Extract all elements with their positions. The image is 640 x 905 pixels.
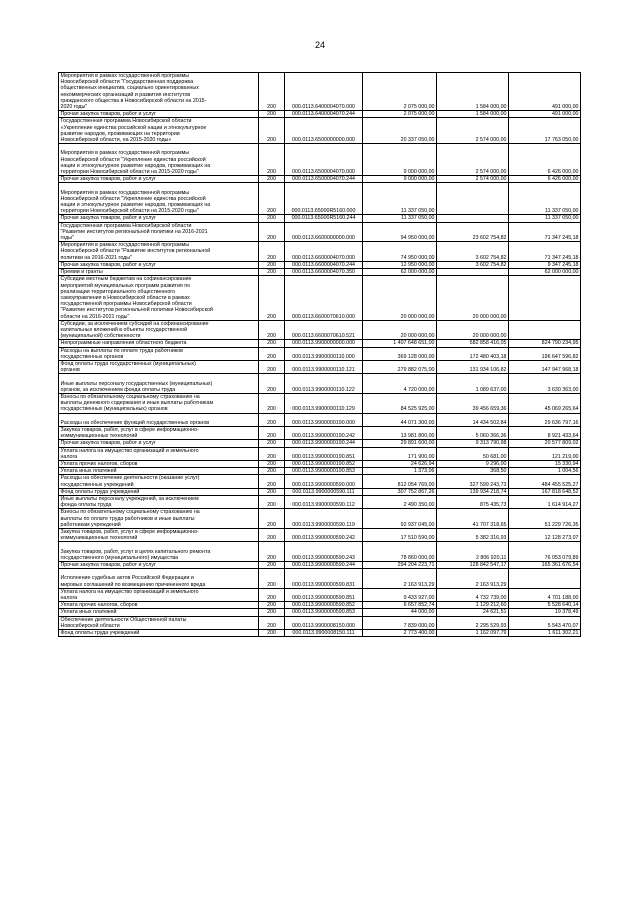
cell-line-code: 200 [259,374,285,394]
cell-unexecuted: 824 790 234,95 [509,340,581,347]
cell-name: Мероприятия в рамках государственной программы Новосибирской области "Государственная поддержка общественных инициатив, социально ориентированных некоммерческих организаций и развития институтов гражданского общества в Новосибирской области на 2015- 2020 годы" [59,73,259,111]
cell-line-code: 200 [259,242,285,262]
table-row [59,347,581,360]
cell-approved: 2 075 000,00 [363,111,437,118]
cell-unexecuted: 20 577 809,02 [509,440,581,447]
cell-unexecuted: 76 053 079,89 [509,542,581,562]
cell-approved: 17 510 590,00 [363,529,437,542]
table-row [59,460,581,467]
cell-executed: 2 806 920,11 [437,542,509,562]
cell-budget-code: 000.0113.9900000590.000 [285,475,363,488]
cell-line-code: 200 [259,111,285,118]
cell-line-code: 200 [259,609,285,616]
cell-executed: 20 000 000,00 [437,320,509,340]
cell-executed: 4 732 739,00 [437,588,509,601]
cell-budget-code: 000.0113.9900000590.243 [285,542,363,562]
cell-name: Исполнение судебных актов Российской Федерации и мировых соглашений по возмещению причиненного вреда [59,569,259,589]
cell-approved: 2 163 913,29 [363,569,437,589]
cell-executed: 2 574 000,00 [437,144,509,176]
cell-unexecuted: 1 004,56 [509,468,581,475]
cell-unexecuted: 11 337 050,00 [509,183,581,215]
cell-line-code: 200 [259,276,285,320]
cell-executed: 128 842 547,17 [437,562,509,569]
cell-budget-code: 000.0113.6600070610.000 [285,276,363,320]
cell-approved: 812 054 769,00 [363,475,437,488]
cell-executed: 5 382 316,93 [437,529,509,542]
table-row [59,609,581,616]
cell-executed: 50 681,00 [437,447,509,460]
cell-budget-code: 000.0113.9900000190.853 [285,468,363,475]
cell-budget-code: 000.0113.9900000110.129 [285,393,363,413]
cell-executed [437,269,509,276]
cell-approved: 307 752 867,26 [363,488,437,495]
cell-executed: 1 162 097,79 [437,630,509,637]
cell-budget-code: 000.0113.9900000190.244 [285,440,363,447]
cell-line-code: 200 [259,447,285,460]
table-row [59,509,581,529]
cell-unexecuted: 6 426 000,00 [509,144,581,176]
cell-name: Расходы на обеспечение функций государственных органов [59,413,259,426]
cell-approved: 9 000 000,00 [363,176,437,183]
cell-unexecuted: 167 818 648,52 [509,488,581,495]
table-row [59,144,581,176]
cell-unexecuted: 51 229 726,35 [509,509,581,529]
cell-unexecuted: 62 000 000,00 [509,269,581,276]
cell-unexecuted: 5 528 640,14 [509,602,581,609]
cell-unexecuted: 8 921 433,64 [509,426,581,439]
page-number: 24 [314,40,325,50]
cell-name: Прочая закупка товаров, работ и услуг [59,562,259,569]
cell-budget-code: 000.0113.6600070610.521 [285,320,363,340]
cell-unexecuted: 484 455 525,27 [509,475,581,488]
cell-executed: 3 602 754,82 [437,242,509,262]
cell-budget-code: 000.0113.6600000000.000 [285,222,363,242]
table-row [59,562,581,569]
cell-approved: 12 950 000,00 [363,261,437,268]
cell-approved: 11 337 050,00 [363,183,437,215]
cell-approved: 1 407 648 651,00 [363,340,437,347]
table-row [59,602,581,609]
cell-budget-code: 000.0113.6600004070.000 [285,242,363,262]
table-row [59,393,581,413]
cell-unexecuted [509,569,581,589]
cell-approved: 74 950 000,00 [363,242,437,262]
cell-budget-code: 000.0113.9900000110.122 [285,374,363,394]
cell-name: Фонд оплаты труда учреждений [59,488,259,495]
table-row [59,111,581,118]
cell-executed: 24 621,51 [437,609,509,616]
table-row [59,118,581,144]
cell-budget-code: 000.0113.6600004070.244 [285,261,363,268]
cell-name: Уплата прочих налогов, сборов [59,602,259,609]
cell-unexecuted [509,276,581,320]
cell-line-code: 200 [259,183,285,215]
cell-approved: 44 000,00 [363,609,437,616]
cell-name: Прочая закупка товаров, работ и услуг [59,176,259,183]
table-row [59,215,581,222]
cell-line-code: 200 [259,347,285,360]
cell-approved: 294 204 223,71 [363,562,437,569]
cell-executed: 139 934 218,74 [437,488,509,495]
cell-executed: 1 584 000,00 [437,73,509,111]
table-row [59,374,581,394]
cell-budget-code: 000.0113.6400004070.000 [285,73,363,111]
cell-approved: 9 000 000,00 [363,144,437,176]
cell-name: Обеспечение деятельности Общественной палаты Новосибирской области [59,616,259,629]
cell-line-code: 200 [259,261,285,268]
cell-executed: 3 602 754,82 [437,261,509,268]
cell-line-code: 200 [259,393,285,413]
cell-approved: 20 000 000,00 [363,320,437,340]
cell-line-code: 200 [259,529,285,542]
cell-name: Закупка товаров, работ, услуг в сфере информационно- коммуникационных технологий [59,529,259,542]
table-row [59,488,581,495]
table-row [59,360,581,373]
cell-line-code: 200 [259,488,285,495]
cell-budget-code: 000.0113.9900000590.853 [285,609,363,616]
cell-executed: 1 089 637,00 [437,374,509,394]
cell-line-code: 200 [259,588,285,601]
cell-name: Прочая закупка товаров, работ и услуг [59,440,259,447]
cell-unexecuted: 15 330,94 [509,460,581,467]
cell-budget-code: 000.0113.6500004070.000 [285,144,363,176]
cell-line-code: 200 [259,320,285,340]
cell-approved: 29 891 600,00 [363,440,437,447]
table-row [59,426,581,439]
cell-name: Прочая закупка товаров, работ и услуг [59,261,259,268]
cell-approved: 13 981 800,00 [363,426,437,439]
cell-approved: 7 839 000,00 [363,616,437,629]
cell-name: Взносы по обязательному социальному страхованию на выплаты по оплате труда работников и иные выплаты работникам учреждений [59,509,259,529]
table-row [59,440,581,447]
cell-unexecuted: 6 426 000,00 [509,176,581,183]
cell-executed: 9 313 790,98 [437,440,509,447]
cell-approved: 78 860 000,00 [363,542,437,562]
cell-name: Иные выплаты персоналу государственных (муниципальных) органов, за исключением фонда оплаты труда [59,374,259,394]
cell-approved: 2 490 350,00 [363,496,437,509]
cell-line-code: 200 [259,413,285,426]
cell-unexecuted: 491 000,00 [509,73,581,111]
cell-executed: 2 574 000,00 [437,118,509,144]
cell-executed: 1 584 000,00 [437,111,509,118]
cell-name: Уплата налога на имущество организаций и земельного налога [59,447,259,460]
table-row [59,242,581,262]
cell-approved: 24 626,94 [363,460,437,467]
cell-approved: 84 525 925,00 [363,393,437,413]
cell-executed: 875 435,73 [437,496,509,509]
cell-executed: 131 934 106,82 [437,360,509,373]
cell-name: Фонд оплаты труда государственных (муниципальных) органов [59,360,259,373]
table-row [59,340,581,347]
cell-budget-code: 000.0113.9900000590.111 [285,488,363,495]
cell-unexecuted: 147 947 968,18 [509,360,581,373]
cell-approved: 20 000 000,00 [363,276,437,320]
cell-unexecuted: 1 614 914,27 [509,496,581,509]
cell-unexecuted: 196 647 596,82 [509,347,581,360]
table-row [59,276,581,320]
cell-budget-code: 000.0113.6400004070.244 [285,111,363,118]
cell-budget-code: 000.0113.9900000110.000 [285,347,363,360]
table-row [59,542,581,562]
cell-approved: 94 950 000,00 [363,222,437,242]
table-row [59,475,581,488]
table-row [59,468,581,475]
cell-unexecuted: 29 636 797,16 [509,413,581,426]
cell-name: Закупка товаров, работ, услуг в сфере информационно- коммуникационных технологий [59,426,259,439]
cell-approved: 1 373,06 [363,468,437,475]
cell-unexecuted: 9 347 245,18 [509,261,581,268]
cell-line-code: 200 [259,509,285,529]
cell-budget-code: 000.0113.9900008150.111 [285,630,363,637]
cell-line-code: 200 [259,468,285,475]
cell-approved: 62 000 000,00 [363,269,437,276]
cell-name: Мероприятия в рамках государственной программы Новосибирской области "Развитие институтов региональной политики на 2016-2021 годы" [59,242,259,262]
cell-approved: 369 128 000,00 [363,347,437,360]
cell-executed [437,215,509,222]
cell-approved: 20 337 050,00 [363,118,437,144]
cell-name: Прочая закупка товаров, работ и услуг [59,215,259,222]
cell-line-code: 200 [259,118,285,144]
cell-approved: 2 773 400,00 [363,630,437,637]
cell-budget-code: 000.0113.9900000590.851 [285,588,363,601]
cell-line-code: 200 [259,73,285,111]
cell-unexecuted: 12 128 273,07 [509,529,581,542]
cell-name: Уплата иных платежей [59,468,259,475]
cell-name: Мероприятия в рамках государственной программы Новосибирской области "Укрепление единства российской нации и этнокультурное развитие народов, проживающих на территории Новосибирской области на 2015-2020 годы" [59,144,259,176]
cell-budget-code: 000.0113.6600004070.350 [285,269,363,276]
cell-budget-code: 000.0113.9900000590.831 [285,569,363,589]
cell-name: Уплата иных платежей [59,609,259,616]
cell-approved: 44 071 300,00 [363,413,437,426]
table-row [59,496,581,509]
cell-executed [437,183,509,215]
cell-unexecuted: 45 069 265,64 [509,393,581,413]
cell-unexecuted: 5 543 470,07 [509,616,581,629]
cell-name: Уплата прочих налогов, сборов [59,460,259,467]
budget-execution-table [58,72,581,637]
table-row [59,73,581,111]
cell-unexecuted: 3 630 363,00 [509,374,581,394]
cell-executed: 20 000 000,00 [437,276,509,320]
cell-budget-code: 000.0113.6500004070.244 [285,176,363,183]
cell-executed: 39 456 659,36 [437,393,509,413]
table-row [59,447,581,460]
cell-unexecuted: 11 337 050,00 [509,215,581,222]
table-row [59,529,581,542]
cell-approved: 4 720 000,00 [363,374,437,394]
cell-line-code: 200 [259,475,285,488]
cell-executed: 5 060 366,36 [437,426,509,439]
cell-name: Взносы по обязательному социальному страхованию на выплаты денежного содержания и иные выплаты работникам государственных (муниципальных) органов [59,393,259,413]
cell-executed: 14 434 502,84 [437,413,509,426]
cell-approved: 11 337 050,00 [363,215,437,222]
cell-budget-code: 000.0113.9900000190.851 [285,447,363,460]
cell-executed: 327 599 243,73 [437,475,509,488]
cell-name: Мероприятия в рамках государственной программы Новосибирской области "Укрепление единства российской нации и этнокультурное развитие народов, проживающих на территории Новосибирской области на 2015-2020 годы" [59,183,259,215]
cell-name: Субсидии местным бюджетам на софинансирование мероприятий муниципальных программ развития по реализации территориального общественного самоуправления в Новосибирской области в рамках государственной программы Новосибирской области "Развитие институтов региональной политики Новосибирской области на 2016-2021 годы" [59,276,259,320]
table-row [59,413,581,426]
cell-name: Прочая закупка товаров, работ и услуг [59,111,259,118]
cell-name: Премии и гранты [59,269,259,276]
cell-line-code: 200 [259,222,285,242]
cell-unexecuted [509,320,581,340]
cell-line-code: 200 [259,426,285,439]
cell-line-code: 200 [259,542,285,562]
cell-approved: 2 075 000,00 [363,73,437,111]
cell-unexecuted: 4 701 188,00 [509,588,581,601]
table-row [59,176,581,183]
cell-name: Закупка товаров, работ, услуг в целях капитального ремонта государственного (муниципального) имущества [59,542,259,562]
table-row [59,569,581,589]
cell-line-code: 200 [259,176,285,183]
cell-line-code: 200 [259,460,285,467]
cell-unexecuted: 1 611 302,21 [509,630,581,637]
cell-unexecuted: 491 000,00 [509,111,581,118]
cell-name: Расходы на обеспечение деятельности (оказание услуг) государственных учреждений [59,475,259,488]
cell-unexecuted: 17 763 050,00 [509,118,581,144]
cell-line-code: 200 [259,440,285,447]
cell-executed: 368,50 [437,468,509,475]
cell-line-code: 200 [259,269,285,276]
cell-unexecuted: 71 347 245,18 [509,242,581,262]
cell-approved: 171 900,00 [363,447,437,460]
cell-name: Расходы на выплаты по оплате труда работников государственных органов [59,347,259,360]
cell-budget-code: 000.0113.65000R5160.244 [285,215,363,222]
cell-approved: 92 937 045,00 [363,509,437,529]
table-row [59,269,581,276]
cell-line-code: 200 [259,496,285,509]
cell-executed: 2 295 529,93 [437,616,509,629]
cell-name: Субсидии, за исключением субсидий на софинансирование капитальных вложений в объекты государственной (муниципальной) собственности [59,320,259,340]
cell-executed: 9 296,00 [437,460,509,467]
cell-executed: 582 858 416,05 [437,340,509,347]
cell-unexecuted: 19 378,49 [509,609,581,616]
cell-unexecuted: 165 361 676,54 [509,562,581,569]
cell-executed: 41 707 318,65 [437,509,509,529]
cell-budget-code: 000.0113.65000R5160.000 [285,183,363,215]
cell-line-code: 200 [259,215,285,222]
cell-name: Иные выплаты персоналу учреждений, за исключением фонда оплаты труда [59,496,259,509]
table-row [59,183,581,215]
cell-budget-code: 000.0113.9900000110.121 [285,360,363,373]
cell-executed: 172 480 403,18 [437,347,509,360]
cell-unexecuted: 71 347 245,18 [509,222,581,242]
table-row [59,630,581,637]
cell-executed: 2 163 913,29 [437,569,509,589]
cell-line-code: 200 [259,630,285,637]
cell-budget-code: 000.0113.9900000190.000 [285,413,363,426]
cell-name: Фонд оплаты труда учреждений [59,630,259,637]
cell-budget-code: 000.0113.9900000590.852 [285,602,363,609]
cell-budget-code: 000.0113.9900000190.242 [285,426,363,439]
cell-approved: 9 433 927,00 [363,588,437,601]
cell-line-code: 200 [259,144,285,176]
cell-budget-code: 000.0113.9900000190.852 [285,460,363,467]
cell-executed: 1 129 212,60 [437,602,509,609]
cell-name: Непрограммные направления областного бюджета [59,340,259,347]
table-row [59,588,581,601]
cell-budget-code: 000.0113.9900008150.000 [285,616,363,629]
cell-budget-code: 000.0113.9900000000.000 [285,340,363,347]
cell-budget-code: 000.0113.9900000590.119 [285,509,363,529]
cell-name: Уплата налога на имущество организаций и земельного налога [59,588,259,601]
table-row [59,261,581,268]
cell-budget-code: 000.0113.6500000000.000 [285,118,363,144]
table-row [59,320,581,340]
cell-approved: 279 882 075,00 [363,360,437,373]
cell-executed: 2 574 000,00 [437,176,509,183]
cell-approved: 6 657 852,74 [363,602,437,609]
cell-line-code: 200 [259,360,285,373]
cell-line-code: 200 [259,602,285,609]
table-row [59,616,581,629]
cell-line-code: 200 [259,569,285,589]
cell-budget-code: 000.0113.9900000590.242 [285,529,363,542]
cell-name: Государственная программа Новосибирской области «Укрепление единства российской нации и этнокультурное развитие народов, проживающих на территории Новосибирской области, на 2015-2020 годы» [59,118,259,144]
cell-executed: 23 602 754,82 [437,222,509,242]
cell-unexecuted: 121 219,00 [509,447,581,460]
table-row [59,222,581,242]
cell-budget-code: 000.0113.9900000590.244 [285,562,363,569]
cell-name: Государственная программа Новосибирской области "Развитие институтов региональной политики на 2016-2021 годы" [59,222,259,242]
cell-budget-code: 000.0113.9900000590.112 [285,496,363,509]
cell-line-code: 200 [259,562,285,569]
cell-line-code: 200 [259,616,285,629]
cell-line-code: 200 [259,340,285,347]
